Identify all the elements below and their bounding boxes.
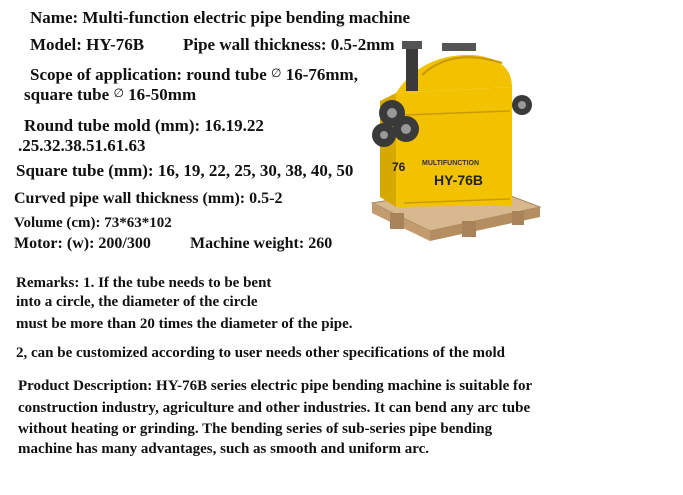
spec-scope-square-line [24, 86, 196, 103]
spec-scope-line [30, 66, 358, 83]
spec-volume: Volume (cm): 73*63*102 [14, 215, 172, 231]
brand-text: MULTIFUNCTION [422, 160, 480, 167]
spec-weight: Machine weight: 260 [190, 235, 333, 252]
scope-square-prefix: square tube [24, 85, 110, 104]
spec-wall-thickness: Pipe wall thickness: 0.5-2mm [183, 35, 395, 54]
description-line2: construction industry, agriculture and other industries. It can bend any arc tube [18, 400, 531, 416]
remarks-line2: into a circle, the diameter of the circle [16, 294, 258, 310]
scope-square-value: 16-50mm [128, 85, 197, 104]
front-model-label: HY-76B [434, 172, 484, 188]
remarks-line3: must be more than 20 times the diameter of the pipe. [16, 316, 353, 332]
remarks-line4: 2, can be customized according to user needs other specifications of the mold [16, 345, 505, 361]
diameter-icon: ∅ [113, 86, 124, 100]
description-line4: machine has many advantages, such as smooth and uniform arc. [18, 441, 430, 457]
spec-round-mold-line2: .25.32.38.51.61.63 [18, 136, 146, 155]
pipe-bending-machine-image [362, 35, 544, 245]
spec-motor: Motor: (w): 200/300 [14, 235, 151, 252]
spec-curved-wall: Curved pipe wall thickness (mm): 0.5-2 [14, 190, 283, 207]
remarks-line1: Remarks: 1. If the tube needs to be bent [16, 275, 272, 291]
spec-name: Name: Multi-function electric pipe bending machine [30, 8, 411, 27]
spec-round-mold-line1: Round tube mold (mm): 16.19.22 [24, 116, 264, 135]
side-number: 76 [392, 160, 406, 174]
spec-model: Model: HY-76B [30, 35, 145, 54]
spec-square-tube: Square tube (mm): 16, 19, 22, 25, 30, 38, 40, 50 [16, 161, 354, 180]
scope-round-value: 16-76mm, [285, 65, 358, 84]
scope-prefix: Scope of application: round tube [30, 65, 267, 84]
diameter-icon: ∅ [271, 66, 282, 80]
description-line1: Product Description: HY-76B series electric pipe bending machine is suitable for [18, 378, 533, 394]
description-line3: without heating or grinding. The bending series of sub-series pipe bending [18, 421, 493, 437]
